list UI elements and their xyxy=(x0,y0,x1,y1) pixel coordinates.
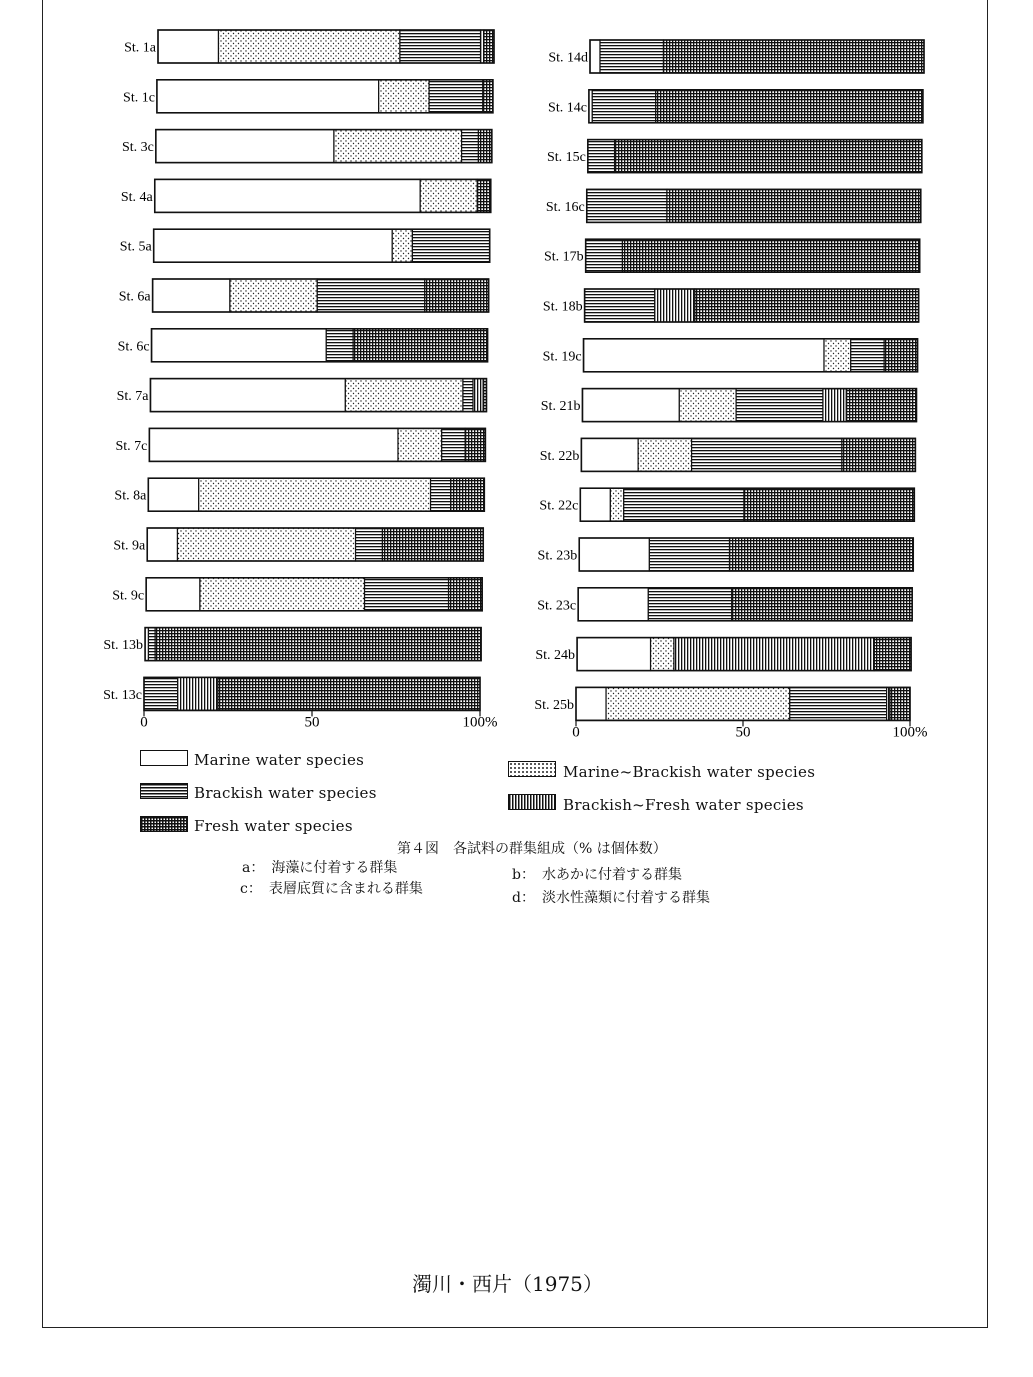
x-tick-label: 100% xyxy=(892,724,928,740)
source-citation: 濁川・西片（1975） xyxy=(412,1272,603,1296)
bar-segment-marine-brackish xyxy=(379,80,429,113)
x-tick-label: 50 xyxy=(735,724,751,740)
station-label: St. 1c xyxy=(123,90,155,106)
bar-segment-fresh xyxy=(622,239,919,272)
chart-panel-left xyxy=(103,30,497,730)
bar-segment-brackish xyxy=(148,628,155,661)
legend-label-brackish: Brackish water species xyxy=(194,784,377,802)
legend-swatch-fresh xyxy=(140,816,188,832)
bar-segment-brackish xyxy=(692,438,842,471)
bar-segment-fresh xyxy=(425,279,489,312)
bar-segment-brackish xyxy=(431,478,451,511)
bar-segment-fresh xyxy=(451,478,485,511)
station-label: St. 23c xyxy=(537,598,577,614)
bar-segment-fresh xyxy=(842,438,915,471)
bar-segment-fresh xyxy=(615,140,922,173)
bar-segment-marine xyxy=(577,638,650,671)
legend-swatch-brackish-fresh xyxy=(508,794,556,810)
legend-label-marine: Marine water species xyxy=(194,751,365,769)
station-label: St. 3c xyxy=(121,140,154,156)
station-label: St. 19c xyxy=(542,349,582,365)
bar-segment-marine-brackish xyxy=(345,379,463,412)
bar-segment-marine xyxy=(146,578,200,611)
bar-segment-marine xyxy=(579,538,649,571)
bar-segment-marine xyxy=(152,329,327,362)
bar-segment-marine xyxy=(154,229,393,262)
bar-segment-marine-brackish xyxy=(610,488,623,521)
station-label: St. 9a xyxy=(113,538,146,554)
bar-segment-marine xyxy=(582,389,679,422)
caption-note-a: a： 海藻に付着する群集 xyxy=(242,860,398,876)
station-label: St. 15c xyxy=(546,150,586,166)
bar-segment-fresh xyxy=(730,538,914,571)
bar-segment-marine xyxy=(149,428,398,461)
bar-segment-marine-brackish xyxy=(606,687,790,720)
bar-segment-marine-brackish xyxy=(392,229,412,262)
bar-segment-marine xyxy=(580,488,610,521)
bar-segment-marine xyxy=(157,80,379,113)
bar-segment-marine xyxy=(590,40,600,73)
bar-segment-marine-brackish xyxy=(638,438,691,471)
bar-segment-fresh xyxy=(465,428,485,461)
x-tick-label: 0 xyxy=(140,714,148,731)
station-label: St. 7c xyxy=(115,438,148,454)
station-label: St. 14d xyxy=(548,50,588,66)
bar-segment-fresh xyxy=(667,189,921,222)
bar-segment-marine xyxy=(148,478,198,511)
bar-segment-fresh xyxy=(656,90,923,123)
bar-segment-marine xyxy=(153,279,230,312)
bar-segment-brackish xyxy=(462,130,479,163)
bar-segment-fresh xyxy=(484,30,494,63)
legend-label-fresh: Fresh water species xyxy=(194,817,353,835)
legend-label-brackish-fresh: Brackish~Fresh water species xyxy=(563,796,804,814)
bar-segment-marine-brackish xyxy=(218,30,399,63)
bar-segment-brackish xyxy=(412,229,489,262)
legend-swatch-marine xyxy=(140,750,188,766)
bar-segment-marine-brackish xyxy=(398,428,442,461)
bar-segment-marine xyxy=(158,30,218,63)
station-label: St. 1a xyxy=(124,40,156,56)
station-label: St. 4a xyxy=(120,189,153,205)
bar-segment-fresh xyxy=(155,628,481,661)
station-label: St. 24b xyxy=(535,648,576,664)
bar-segment-brackish xyxy=(592,90,655,123)
bar-segment-brackish xyxy=(587,189,667,222)
bar-segment-brackish-fresh xyxy=(178,677,218,710)
x-tick-label: 0 xyxy=(572,724,580,740)
bar-segment-fresh xyxy=(884,339,917,372)
bar-segment-marine xyxy=(147,528,177,561)
bar-segment-fresh xyxy=(663,40,924,73)
station-label: St. 22c xyxy=(539,498,579,514)
station-label: St. 8a xyxy=(114,488,147,504)
figure-caption-title: 第４図 各試料の群集組成（% は個体数） xyxy=(397,841,667,857)
station-label: St. 22b xyxy=(539,448,580,464)
x-tick-label: 50 xyxy=(304,714,320,731)
bar-segment-brackish xyxy=(317,279,425,312)
caption-note-c: c： 表層底質に含まれる群集 xyxy=(240,881,423,897)
bar-segment-marine xyxy=(581,438,638,471)
bar-segment-fresh xyxy=(478,130,491,163)
station-label: St. 18b xyxy=(542,299,583,315)
bar-segment-brackish xyxy=(648,588,732,621)
station-label: St. 6c xyxy=(117,339,150,355)
station-label: St. 16c xyxy=(545,199,585,215)
station-label: St. 9c xyxy=(112,588,145,604)
bar-segment-fresh xyxy=(382,528,483,561)
bar-segment-brackish xyxy=(588,140,615,173)
bar-segment-marine-brackish xyxy=(651,638,674,671)
bar-segment-marine xyxy=(155,179,420,212)
bar-segment-brackish xyxy=(463,379,473,412)
bar-segment-brackish xyxy=(400,30,481,63)
chart-panel-right xyxy=(534,40,927,740)
bar-segment-brackish xyxy=(790,687,887,720)
station-label: St. 5a xyxy=(119,239,152,255)
bar-segment-fresh xyxy=(218,677,480,710)
station-label: St. 23b xyxy=(537,548,578,564)
station-label: St. 14c xyxy=(548,100,587,116)
bar-segment-brackish xyxy=(649,538,729,571)
bar-segment-brackish-fresh xyxy=(823,389,846,422)
station-label: St. 17b xyxy=(544,249,584,265)
bar-segment-marine-brackish xyxy=(199,478,431,511)
bar-segment-marine xyxy=(156,130,334,163)
bar-segment-marine xyxy=(576,687,606,720)
bar-segment-marine-brackish xyxy=(420,179,477,212)
bar-segment-fresh xyxy=(477,179,490,212)
bar-segment-fresh xyxy=(890,687,910,720)
station-label: St. 7a xyxy=(116,389,149,405)
bar-segment-brackish xyxy=(600,40,663,73)
station-label: St. 13c xyxy=(103,687,142,703)
caption-note-b: b： 水あかに付着する群集 xyxy=(512,867,682,883)
bar-segment-marine-brackish xyxy=(334,130,462,163)
bar-segment-fresh xyxy=(483,80,493,113)
bar-segment-fresh xyxy=(695,289,919,322)
bar-segment-marine-brackish xyxy=(230,279,317,312)
bar-segment-brackish xyxy=(356,528,383,561)
bar-segment-marine xyxy=(578,588,648,621)
bar-segment-marine xyxy=(584,339,824,372)
bar-segment-brackish xyxy=(442,428,466,461)
station-label: St. 13b xyxy=(103,638,144,654)
station-label: St. 6a xyxy=(118,289,151,305)
bar-segment-brackish xyxy=(624,488,744,521)
legend-label-marine-brackish: Marine~Brackish water species xyxy=(563,763,816,781)
bar-segment-brackish-fresh xyxy=(655,289,695,322)
bar-segment-marine xyxy=(150,379,345,412)
bar-segment-brackish xyxy=(585,289,655,322)
bar-segment-brackish xyxy=(851,339,884,372)
bar-segment-fresh xyxy=(732,588,912,621)
bar-segment-fresh xyxy=(874,638,911,671)
bar-segment-brackish xyxy=(586,239,623,272)
bar-segment-marine-brackish xyxy=(824,339,851,372)
bar-segment-brackish-fresh xyxy=(674,638,874,671)
legend-swatch-brackish xyxy=(140,783,188,799)
x-tick-label: 100% xyxy=(462,714,498,731)
bar-segment-marine-brackish xyxy=(200,578,365,611)
bar-segment-brackish xyxy=(429,80,483,113)
station-label: St. 25b xyxy=(534,697,574,713)
bar-segment-fresh xyxy=(449,578,483,611)
bar-segment-fresh xyxy=(353,329,487,362)
bar-segment-fresh xyxy=(846,389,916,422)
bar-segment-brackish xyxy=(144,677,178,710)
caption-note-d: d： 淡水性藻類に付着する群集 xyxy=(512,890,710,906)
bar-segment-fresh xyxy=(744,488,914,521)
bar-segment-brackish xyxy=(736,389,823,422)
station-label: St. 21b xyxy=(540,399,581,415)
bar-segment-brackish xyxy=(326,329,353,362)
bar-segment-marine-brackish xyxy=(679,389,736,422)
bar-segment-brackish xyxy=(365,578,449,611)
bar-segment-marine-brackish xyxy=(177,528,355,561)
legend-swatch-marine-brackish xyxy=(508,761,556,777)
bar-segment-brackish-fresh xyxy=(473,379,483,412)
